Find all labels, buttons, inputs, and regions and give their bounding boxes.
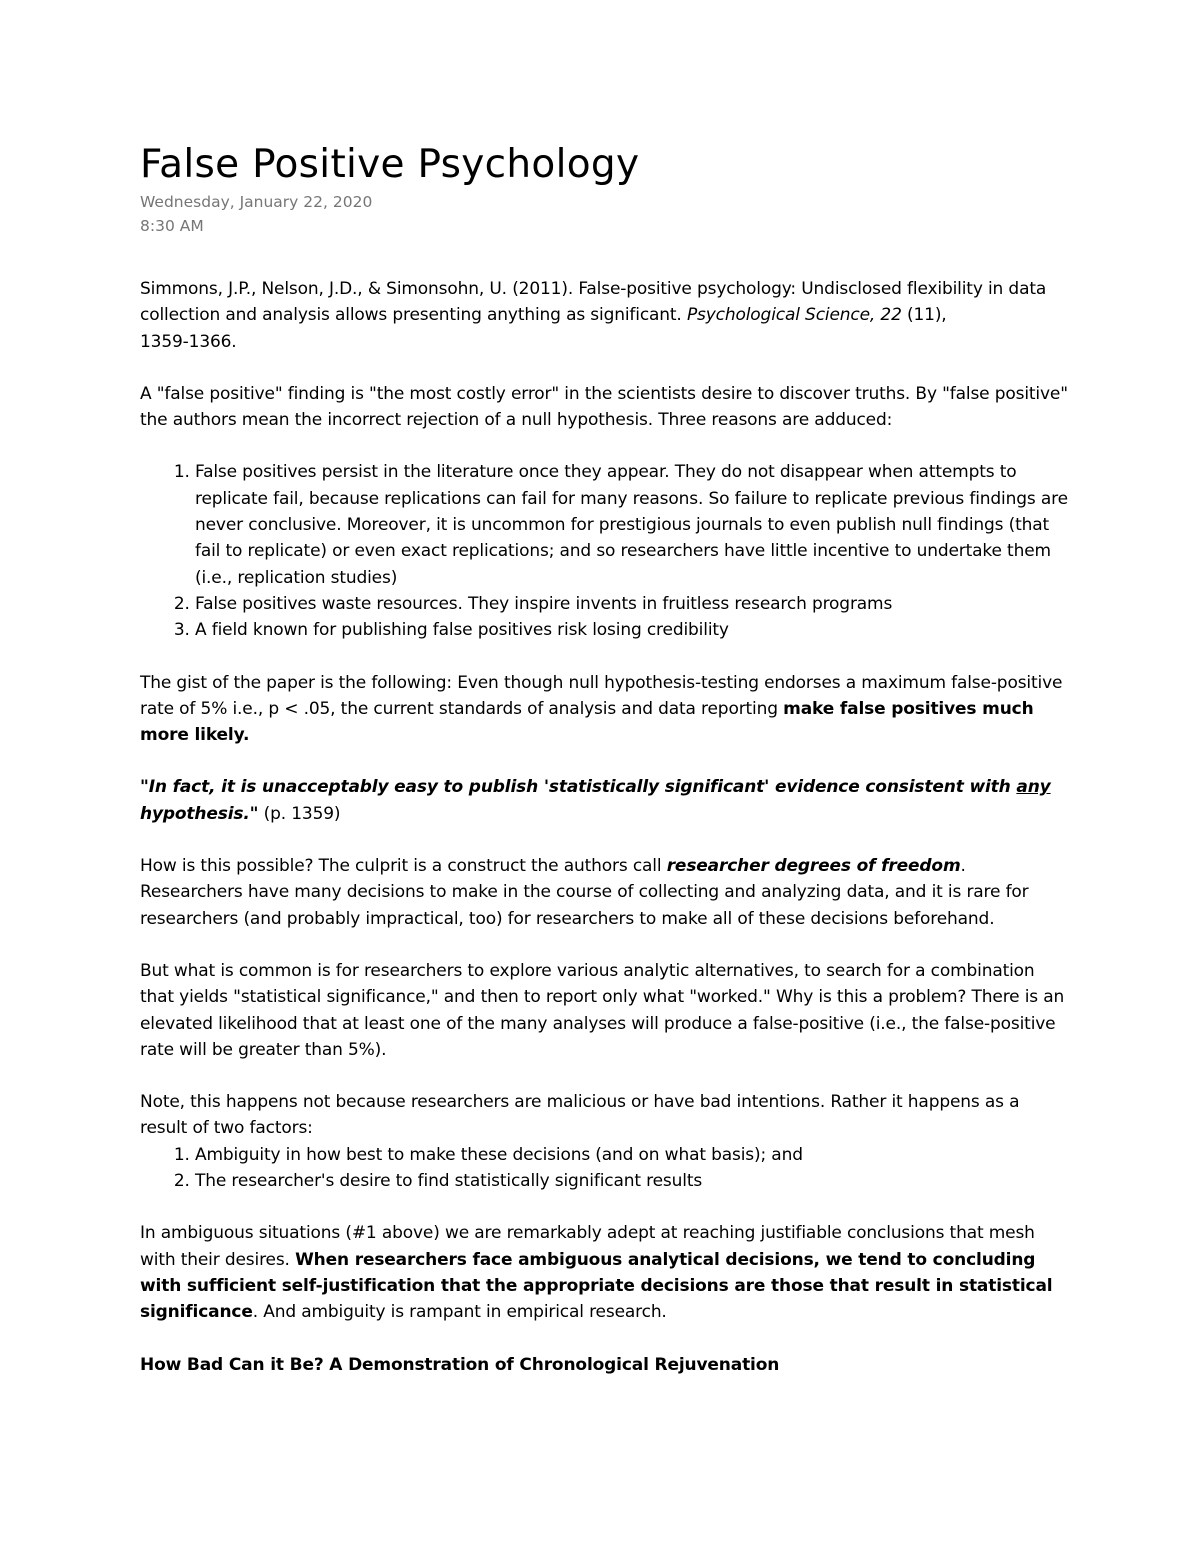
quote-part2: hypothesis."	[140, 803, 259, 824]
note-title[interactable]: False Positive Psychology	[140, 142, 640, 187]
gist-paragraph	[140, 670, 1070, 749]
quote-underlined: any	[1016, 777, 1051, 798]
factors-list	[140, 1142, 1070, 1195]
citation-journal: Psychological Science, 22	[686, 305, 902, 326]
ambiguous-text2: . And ambiguity is rampant in empirical research.	[252, 1302, 667, 1323]
intro-paragraph: A "false positive" finding is "the most costly error" in the scientists desire to discover truths. By "false positive" the authors mean the incorrect rejection of a null hypothesis. Three reasons are adduced:	[140, 383, 1068, 431]
gist-text: The gist of the paper is the following: Even though null hypothesis-testing endorses a maximum false-positive rate of 5% i.e., p < .05, the current standards of analysis and data reporting	[140, 672, 1063, 719]
gist-bold: make false positives much more likely.	[140, 698, 1034, 746]
quote-paragraph	[140, 774, 1070, 827]
citation-authors: Simmons, J.P., Nelson, J.D., & Simonsohn, U. (2011). False-positive psychology: Undisclosed flexibility in data collection and analysis allows presenting anything as significant.	[140, 279, 1047, 326]
ambiguous-paragraph	[140, 1220, 1070, 1325]
note-body[interactable]	[140, 276, 1070, 1378]
culprit-text2: . Researchers have many decisions to make in the course of collecting and analyzing data, and it is rare for researchers (and probably impractical, too) for researchers to make all of these decisions beforehand.	[140, 856, 1029, 929]
common-paragraph: But what is common is for researchers to explore various analytic alternatives, to search for a combination that yields "statistical significance," and then to report only what "worked." Why is this a problem? There is an elevated likelihood that at least one of the many analyses will produce a false-positive (i.e., the false-positive rate will be greater than 5%).	[140, 960, 1065, 1060]
factors-intro-paragraph: Note, this happens not because researchers are malicious or have bad intentions. Rather it happens as a result of two factors:	[140, 1092, 1020, 1139]
culprit-text1: How is this possible? The culprit is a construct the authors call	[140, 856, 667, 877]
quote-part1: "In fact, it is unacceptably easy to publish 'statistically significant' evidence consistent with	[140, 777, 1017, 798]
ambiguous-text1: In ambiguous situations (#1 above) we are remarkably adept at reaching justifiable conclusions that mesh with their desires.	[140, 1223, 1035, 1270]
list-item: 1. Ambiguity in how best to make these decisions (and on what basis); and	[195, 1142, 1070, 1168]
list-item: 2. The researcher's desire to find statistically significant results	[195, 1168, 1070, 1194]
list-item: 1. False positives persist in the literature once they appear. They do not disappear when attempts to replicate fail, because replications can fail for many reasons. So failure to replicate previous findings are never conclusive. Moreover, it is uncommon for prestigious journals to even publish null findings (that fail to replicate) or even exact replications; and so researchers have little incentive to undertake them (i.e., replication studies)	[195, 459, 1070, 590]
citation-pages: 1359-1366.	[140, 331, 237, 352]
note-date: Wednesday, January 22, 2020	[140, 193, 373, 211]
ambiguous-bold: When researchers face ambiguous analytical decisions, we tend to concluding with sufficient self-justification that the appropriate decisions are those that result in statistical significance	[140, 1249, 1053, 1323]
list-item: 2. False positives waste resources. They inspire invents in fruitless research programs	[195, 591, 1070, 617]
citation-paragraph	[140, 276, 1070, 355]
note-page	[140, 140, 1070, 1378]
culprit-term: researcher degrees of freedom	[666, 856, 961, 877]
quote-page: (p. 1359)	[258, 803, 341, 824]
note-time: 8:30 AM	[140, 217, 204, 235]
list-item: 3. A field known for publishing false positives risk losing credibility	[195, 617, 1070, 643]
note-metadata	[140, 190, 1070, 238]
citation-issue: (11),	[901, 305, 947, 326]
section-heading: How Bad Can it Be? A Demonstration of Chronological Rejuvenation	[140, 1354, 780, 1375]
reasons-list	[140, 459, 1070, 643]
culprit-paragraph	[140, 853, 1070, 932]
